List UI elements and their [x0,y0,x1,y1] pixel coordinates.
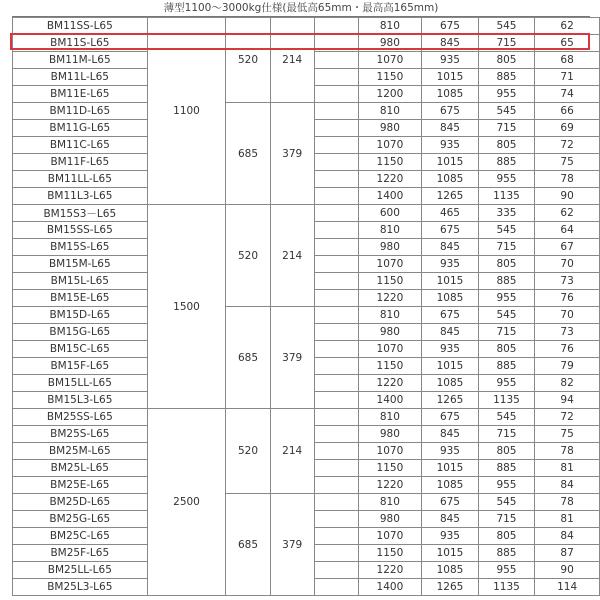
value-cell: 84 [535,528,600,545]
blank-cell [314,290,358,307]
value-cell: 1085 [422,290,479,307]
model-cell: BM11L3-L65 [13,188,148,205]
value-cell: 1220 [358,171,422,188]
dimension-b-cell: 379 [270,103,314,205]
model-cell: BM25SS-L65 [13,409,148,426]
table-row [13,103,600,120]
value-cell: 935 [422,443,479,460]
value-cell: 81 [535,460,600,477]
model-cell: BM15S-L65 [13,239,148,256]
value-cell: 955 [478,562,535,579]
value-cell: 1070 [358,256,422,273]
value-cell: 810 [358,18,422,35]
blank-cell [314,494,358,511]
blank-cell [314,69,358,86]
value-cell: 545 [478,222,535,239]
value-cell: 715 [478,239,535,256]
value-cell: 62 [535,205,600,222]
value-cell: 75 [535,426,600,443]
value-cell: 885 [478,69,535,86]
blank-cell [314,341,358,358]
blank-cell [314,426,358,443]
model-cell: BM11F-L65 [13,154,148,171]
blank-cell [314,256,358,273]
model-cell: BM25G-L65 [13,511,148,528]
capacity-cell: 1100 [147,18,226,205]
model-cell: BM25C-L65 [13,528,148,545]
value-cell: 545 [478,18,535,35]
value-cell: 70 [535,307,600,324]
model-cell: BM15S3－L65 [13,205,148,222]
dimension-a-cell: 520 [226,18,270,103]
value-cell: 545 [478,103,535,120]
value-cell: 980 [358,120,422,137]
value-cell: 675 [422,494,479,511]
value-cell: 1150 [358,154,422,171]
value-cell: 1135 [478,579,535,596]
model-cell: BM15L3-L65 [13,392,148,409]
model-cell: BM25LL-L65 [13,562,148,579]
value-cell: 66 [535,103,600,120]
value-cell: 955 [478,171,535,188]
dimension-b-cell: 379 [270,494,314,596]
value-cell: 980 [358,239,422,256]
blank-cell [314,18,358,35]
blank-cell [314,562,358,579]
value-cell: 1085 [422,375,479,392]
value-cell: 545 [478,307,535,324]
capacity-cell: 2500 [147,409,226,596]
value-cell: 955 [478,375,535,392]
value-cell: 545 [478,494,535,511]
value-cell: 805 [478,528,535,545]
value-cell: 805 [478,341,535,358]
blank-cell [314,222,358,239]
value-cell: 1150 [358,460,422,477]
dimension-b-cell: 214 [270,205,314,307]
model-cell: BM25E-L65 [13,477,148,494]
blank-cell [314,171,358,188]
value-cell: 1015 [422,545,479,562]
value-cell: 980 [358,324,422,341]
value-cell: 885 [478,460,535,477]
value-cell: 675 [422,103,479,120]
model-cell: BM11SS-L65 [13,18,148,35]
value-cell: 845 [422,239,479,256]
dimension-a-cell: 685 [226,494,270,596]
value-cell: 1220 [358,562,422,579]
blank-cell [314,103,358,120]
value-cell: 1220 [358,290,422,307]
value-cell: 1200 [358,86,422,103]
value-cell: 1220 [358,375,422,392]
value-cell: 62 [535,18,600,35]
blank-cell [314,409,358,426]
value-cell: 715 [478,324,535,341]
model-cell: BM11LL-L65 [13,171,148,188]
value-cell: 1085 [422,477,479,494]
model-cell: BM25F-L65 [13,545,148,562]
spec-table [12,17,600,596]
value-cell: 78 [535,494,600,511]
dimension-a-cell: 520 [226,205,270,307]
value-cell: 1150 [358,545,422,562]
value-cell: 1085 [422,86,479,103]
dimension-a-cell: 520 [226,409,270,494]
value-cell: 885 [478,154,535,171]
value-cell: 1070 [358,137,422,154]
blank-cell [314,137,358,154]
blank-cell [314,579,358,596]
value-cell: 885 [478,273,535,290]
value-cell: 845 [422,35,479,52]
model-cell: BM11G-L65 [13,120,148,137]
value-cell: 955 [478,290,535,307]
value-cell: 465 [422,205,479,222]
value-cell: 805 [478,256,535,273]
table-row [13,18,600,35]
table-row [13,494,600,511]
value-cell: 885 [478,358,535,375]
model-cell: BM11L-L65 [13,69,148,86]
value-cell: 675 [422,409,479,426]
dimension-b-cell: 214 [270,18,314,103]
value-cell: 65 [535,35,600,52]
value-cell: 87 [535,545,600,562]
value-cell: 1150 [358,358,422,375]
value-cell: 75 [535,154,600,171]
value-cell: 1085 [422,171,479,188]
model-cell: BM25L-L65 [13,460,148,477]
value-cell: 1265 [422,579,479,596]
value-cell: 810 [358,409,422,426]
blank-cell [314,443,358,460]
blank-cell [314,324,358,341]
model-cell: BM25D-L65 [13,494,148,511]
dimension-a-cell: 685 [226,307,270,409]
model-cell: BM15SS-L65 [13,222,148,239]
blank-cell [314,188,358,205]
table-title: 薄型1100～3000kg仕様(最低高65mm・最高高165mm) [12,0,590,17]
value-cell: 1070 [358,528,422,545]
value-cell: 715 [478,120,535,137]
value-cell: 955 [478,86,535,103]
value-cell: 810 [358,222,422,239]
value-cell: 1135 [478,392,535,409]
value-cell: 1400 [358,392,422,409]
model-cell: BM11E-L65 [13,86,148,103]
value-cell: 845 [422,324,479,341]
value-cell: 675 [422,222,479,239]
value-cell: 935 [422,137,479,154]
model-cell: BM15F-L65 [13,358,148,375]
value-cell: 72 [535,137,600,154]
blank-cell [314,545,358,562]
blank-cell [314,205,358,222]
value-cell: 1265 [422,188,479,205]
value-cell: 114 [535,579,600,596]
blank-cell [314,477,358,494]
value-cell: 1265 [422,392,479,409]
model-cell: BM15E-L65 [13,290,148,307]
value-cell: 805 [478,52,535,69]
model-cell: BM15M-L65 [13,256,148,273]
model-cell: BM15D-L65 [13,307,148,324]
value-cell: 675 [422,18,479,35]
value-cell: 980 [358,511,422,528]
value-cell: 980 [358,35,422,52]
table-row [13,307,600,324]
value-cell: 715 [478,426,535,443]
value-cell: 935 [422,52,479,69]
blank-cell [314,511,358,528]
value-cell: 1015 [422,460,479,477]
value-cell: 805 [478,137,535,154]
value-cell: 805 [478,443,535,460]
blank-cell [314,35,358,52]
value-cell: 90 [535,562,600,579]
value-cell: 935 [422,341,479,358]
value-cell: 1015 [422,273,479,290]
value-cell: 715 [478,511,535,528]
dimension-a-cell: 685 [226,103,270,205]
blank-cell [314,154,358,171]
value-cell: 675 [422,307,479,324]
value-cell: 1070 [358,52,422,69]
model-cell: BM15LL-L65 [13,375,148,392]
value-cell: 1085 [422,562,479,579]
value-cell: 73 [535,324,600,341]
value-cell: 84 [535,477,600,494]
value-cell: 715 [478,35,535,52]
blank-cell [314,307,358,324]
value-cell: 335 [478,205,535,222]
value-cell: 935 [422,256,479,273]
value-cell: 1015 [422,154,479,171]
value-cell: 74 [535,86,600,103]
blank-cell [314,52,358,69]
value-cell: 935 [422,528,479,545]
value-cell: 82 [535,375,600,392]
value-cell: 79 [535,358,600,375]
value-cell: 885 [478,545,535,562]
value-cell: 67 [535,239,600,256]
value-cell: 1135 [478,188,535,205]
value-cell: 1400 [358,188,422,205]
blank-cell [314,239,358,256]
value-cell: 845 [422,120,479,137]
value-cell: 73 [535,273,600,290]
value-cell: 81 [535,511,600,528]
blank-cell [314,120,358,137]
value-cell: 94 [535,392,600,409]
model-cell: BM25M-L65 [13,443,148,460]
model-cell: BM25L3-L65 [13,579,148,596]
model-cell: BM11M-L65 [13,52,148,69]
value-cell: 76 [535,290,600,307]
value-cell: 810 [358,494,422,511]
value-cell: 1220 [358,477,422,494]
value-cell: 810 [358,103,422,120]
model-cell: BM15C-L65 [13,341,148,358]
value-cell: 545 [478,409,535,426]
value-cell: 64 [535,222,600,239]
dimension-b-cell: 214 [270,409,314,494]
value-cell: 980 [358,426,422,443]
value-cell: 845 [422,511,479,528]
value-cell: 845 [422,426,479,443]
value-cell: 69 [535,120,600,137]
value-cell: 1400 [358,579,422,596]
value-cell: 1150 [358,69,422,86]
value-cell: 68 [535,52,600,69]
value-cell: 1070 [358,341,422,358]
blank-cell [314,273,358,290]
model-cell: BM11D-L65 [13,103,148,120]
blank-cell [314,86,358,103]
value-cell: 955 [478,477,535,494]
value-cell: 78 [535,443,600,460]
capacity-cell: 1500 [147,205,226,409]
value-cell: 72 [535,409,600,426]
blank-cell [314,375,358,392]
model-cell: BM15L-L65 [13,273,148,290]
table-row [13,205,600,222]
blank-cell [314,460,358,477]
value-cell: 600 [358,205,422,222]
value-cell: 1015 [422,69,479,86]
dimension-b-cell: 379 [270,307,314,409]
model-cell: BM11C-L65 [13,137,148,154]
model-cell: BM15G-L65 [13,324,148,341]
table-row [13,409,600,426]
blank-cell [314,358,358,375]
model-cell: BM11S-L65 [13,35,148,52]
value-cell: 90 [535,188,600,205]
value-cell: 1070 [358,443,422,460]
blank-cell [314,528,358,545]
value-cell: 76 [535,341,600,358]
value-cell: 810 [358,307,422,324]
value-cell: 1150 [358,273,422,290]
value-cell: 78 [535,171,600,188]
value-cell: 70 [535,256,600,273]
value-cell: 1015 [422,358,479,375]
value-cell: 71 [535,69,600,86]
model-cell: BM25S-L65 [13,426,148,443]
blank-cell [314,392,358,409]
